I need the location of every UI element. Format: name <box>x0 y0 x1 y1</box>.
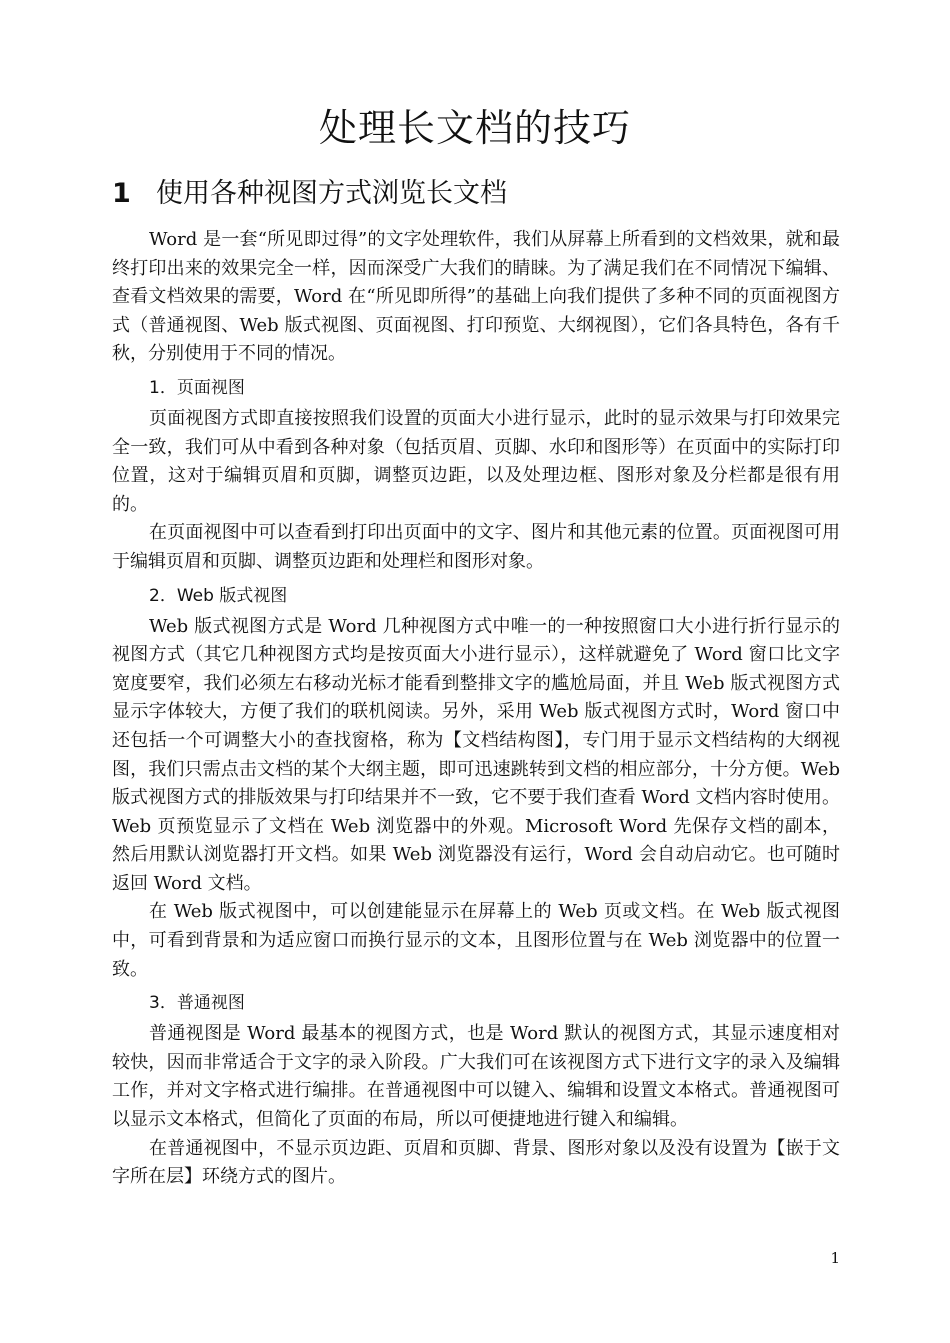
page-view-paragraph-1: 页面视图方式即直接按照我们设置的页面大小进行显示，此时的显示效果与打印效果完全一致，我们可从中看到各种对象（包括页眉、页脚、水印和图形等）在页面中的实际打印位置，这对于编辑页眉和页脚，调整页边距，以及处理边框、图形对象及分栏都是很有用的。 <box>112 407 840 515</box>
document-body <box>112 226 840 1192</box>
subsection-heading-normal-view: 3．普通视图 <box>149 993 245 1014</box>
section-heading <box>112 172 842 216</box>
section-number: 1 <box>112 178 131 209</box>
page-number: 1 <box>830 1249 840 1267</box>
section-title: 使用各种视图方式浏览长文档 <box>156 178 507 209</box>
normal-view-paragraph-1: 普通视图是 Word 最基本的视图方式，也是 Word 默认的视图方式，其显示速度相对较快，因而非常适合于文字的录入阶段。广大我们可在该视图方式下进行文字的录入及编辑工作，并对文字格式进行编排。在普通视图中可以键入、编辑和设置文本格式。普通视图可以显示文本格式，但简化了页面的布局，所以可便捷地进行键入和编辑。 <box>112 1023 840 1131</box>
subsection-heading-page-view: 1．页面视图 <box>149 377 245 398</box>
normal-view-paragraph-2: 在普通视图中，不显示页边距、页眉和页脚、背景、图形对象以及没有设置为【嵌于文字所在层】环绕方式的图片。 <box>112 1137 840 1188</box>
web-view-paragraph-2: 在 Web 版式视图中，可以创建能显示在屏幕上的 Web 页或文档。在 Web 版式视图中，可看到背景和为适应窗口而换行显示的文本，且图形位置与在 Web 浏览器中的位置一致。 <box>112 901 840 980</box>
page-view-paragraph-2: 在页面视图中可以查看到打印出页面中的文字、图片和其他元素的位置。页面视图可用于编辑页眉和页脚、调整页边距和处理栏和图形对象。 <box>112 522 840 572</box>
document-title: 处理长文档的技巧 <box>318 106 631 150</box>
subsection-heading-web-view: 2．Web 版式视图 <box>149 585 288 606</box>
intro-paragraph: Word 是一套“所见即过得”的文字处理软件，我们从屏幕上所看到的文档效果，就和最终打印出来的效果完全一样，因而深受广大我们的睛睐。为了满足我们在不同情况下编辑、查看文档效果的需要，Word 在“所见即所得”的基础上向我们提供了多种不同的页面视图方式（普通视图、Web 版式视图、页面视图、打印预览、大纲视图），它们各具特色，各有千秋，分别使用于不同的情况。 <box>112 229 840 365</box>
web-view-paragraph-1: Web 版式视图方式是 Word 几种视图方式中唯一的一种按照窗口大小进行折行显示的视图方式（其它几种视图方式均是按页面大小进行显示），这样就避免了 Word 窗口比文字宽度要窄，我们必须左右移动光标才能看到整排文字的尴尬局面，并且 Web 版式视图方式显示字体较大，方便了我们的联机阅读。另外，采用 Web 版式视图方式时，Word 窗口中还包括一个可调整大小的查找窗格，称为【文档结构图】，专门用于显示文档结构的大纲视图，我们只需点击文档的某个大纲主题，即可迅速跳转到文档的相应部分，十分方便。Web 版式视图方式的排版效果与打印结果并不一致，它不要于我们查看 Word 文档内容时使用。Web 页预览显示了文档在 Web 浏览器中的外观。Microsoft Word 先保存文档的副本，然后用默认浏览器打开文档。如果 Web 浏览器没有运行，Word 会自动启动它。也可随时返回 Word 文档。 <box>112 615 840 894</box>
